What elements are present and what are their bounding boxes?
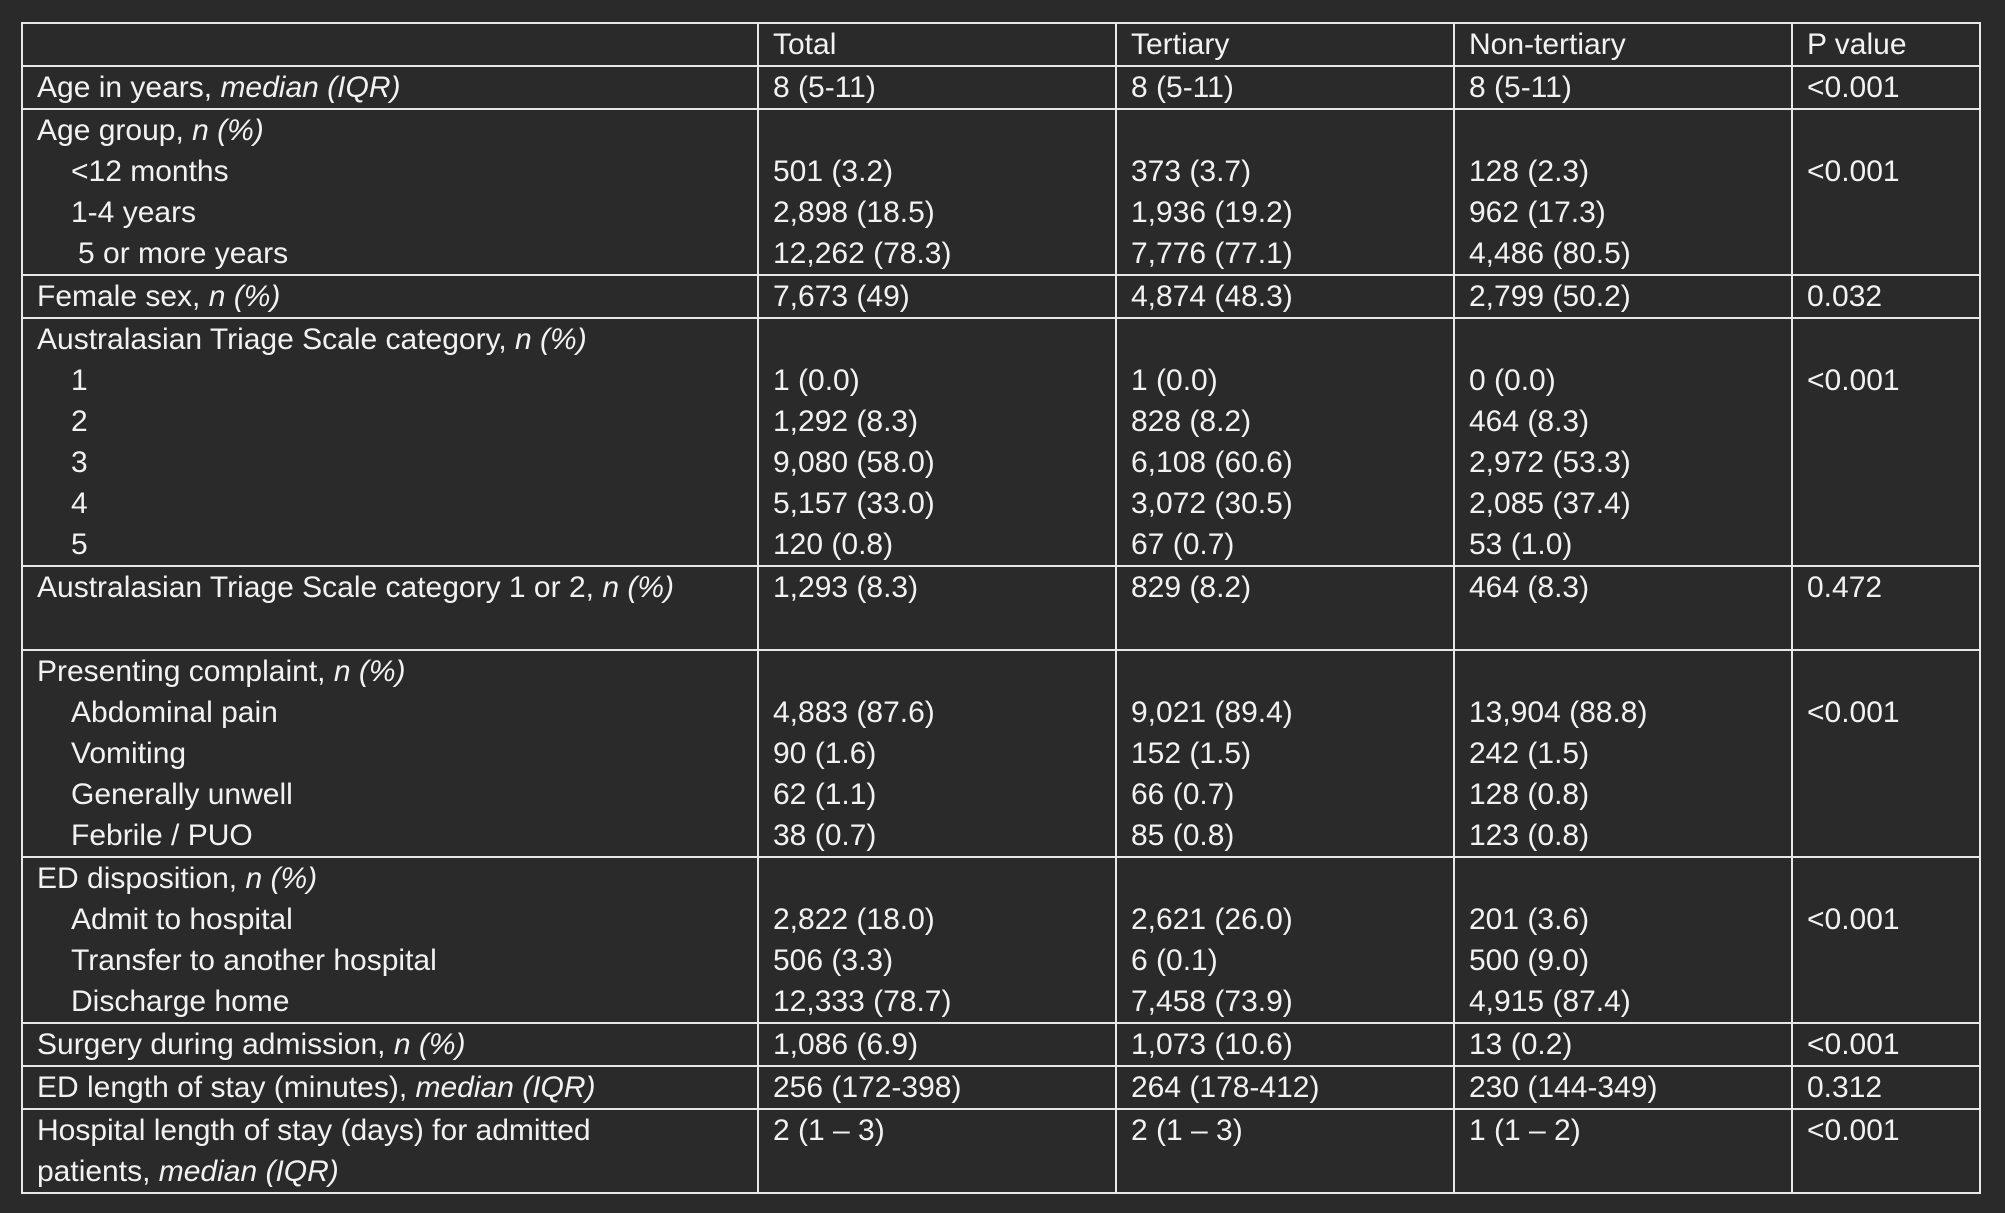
cell-p-value: <0.001: [1792, 1109, 1980, 1193]
cell-p-value: [1792, 650, 1980, 857]
cell-tertiary: [1116, 318, 1454, 566]
value: 464 (8.3): [1469, 405, 1590, 438]
cell-tertiary: 829 (8.2): [1116, 566, 1454, 650]
value: 1 (0.0): [773, 364, 860, 397]
cell-total: 1,293 (8.3): [758, 566, 1116, 650]
value: 90 (1.6): [773, 737, 877, 770]
label-text: ED length of stay (minutes),: [37, 1071, 416, 1104]
cell-non-tertiary: 2,799 (50.2): [1454, 275, 1792, 318]
header-row: [22, 23, 1980, 66]
value: 7,458 (73.9): [1131, 985, 1293, 1018]
header-p-value: P value: [1792, 23, 1980, 66]
cell-p-value: <0.001: [1792, 1023, 1980, 1066]
label-unit: n (%): [208, 280, 281, 313]
sublabel: Admit to hospital: [71, 903, 293, 936]
cell-p-value: 0.032: [1792, 275, 1980, 318]
baseline-characteristics-table: [21, 22, 1981, 1194]
value: 4,883 (87.6): [773, 696, 935, 729]
value: <0.001: [1807, 155, 1900, 188]
row-label: [22, 275, 758, 318]
sublabel: 1-4 years: [71, 196, 197, 229]
value: 1,936 (19.2): [1131, 196, 1293, 229]
value: 6,108 (60.6): [1131, 446, 1293, 479]
value: 9,080 (58.0): [773, 446, 935, 479]
label-text: Presenting complaint,: [37, 655, 334, 688]
value: 6 (0.1): [1131, 944, 1218, 977]
cell-tertiary: 8 (5-11): [1116, 66, 1454, 109]
sublabel: 4: [71, 487, 88, 520]
label-text: Female sex,: [37, 280, 209, 313]
cell-tertiary: 264 (178-412): [1116, 1066, 1454, 1109]
cell-total: [758, 109, 1116, 275]
row-ed-length-of-stay: [22, 1066, 1980, 1109]
cell-total: [758, 318, 1116, 566]
row-age-group: [22, 109, 1980, 275]
sublabel: 5 or more years: [78, 237, 289, 270]
sublabel: 5: [71, 528, 88, 561]
value: 3,072 (30.5): [1131, 487, 1293, 520]
row-label: [22, 650, 758, 857]
label-unit: median (IQR): [415, 1071, 596, 1104]
row-hospital-length-of-stay: [22, 1109, 1980, 1193]
cell-non-tertiary: 1 (1 – 2): [1454, 1109, 1792, 1193]
cell-non-tertiary: [1454, 318, 1792, 566]
value: 53 (1.0): [1469, 528, 1573, 561]
value: 67 (0.7): [1131, 528, 1235, 561]
cell-tertiary: [1116, 857, 1454, 1023]
value: 373 (3.7): [1131, 155, 1252, 188]
sublabel: Generally unwell: [71, 778, 293, 811]
label-unit: n (%): [393, 1028, 466, 1061]
row-label: [22, 857, 758, 1023]
cell-total: [758, 857, 1116, 1023]
cell-total: 8 (5-11): [758, 66, 1116, 109]
label-unit: n (%): [515, 323, 587, 356]
header-non-tertiary: Non-tertiary: [1454, 23, 1792, 66]
cell-tertiary: 4,874 (48.3): [1116, 275, 1454, 318]
label-text: ED disposition,: [37, 862, 246, 895]
value: 501 (3.2): [773, 155, 894, 188]
sublabel: Abdominal pain: [71, 696, 278, 729]
sublabel: Vomiting: [71, 737, 187, 770]
cell-non-tertiary: 13 (0.2): [1454, 1023, 1792, 1066]
row-label: [22, 566, 758, 650]
value: 12,333 (78.7): [773, 985, 952, 1018]
cell-non-tertiary: [1454, 109, 1792, 275]
value: 12,262 (78.3): [773, 237, 952, 270]
cell-non-tertiary: [1454, 650, 1792, 857]
cell-total: 1,086 (6.9): [758, 1023, 1116, 1066]
value: 4,486 (80.5): [1469, 237, 1631, 270]
cell-non-tertiary: 464 (8.3): [1454, 566, 1792, 650]
value: 962 (17.3): [1469, 196, 1606, 229]
value: 500 (9.0): [1469, 944, 1590, 977]
cell-tertiary: 2 (1 – 3): [1116, 1109, 1454, 1193]
label-text-2: patients,: [37, 1155, 159, 1188]
cell-non-tertiary: 230 (144-349): [1454, 1066, 1792, 1109]
value: 1,292 (8.3): [773, 405, 919, 438]
value: 38 (0.7): [773, 819, 877, 852]
value: 2,822 (18.0): [773, 903, 935, 936]
value: 2,085 (37.4): [1469, 487, 1631, 520]
row-surgery: [22, 1023, 1980, 1066]
label-text: Age in years,: [37, 71, 221, 104]
cell-total: 2 (1 – 3): [758, 1109, 1116, 1193]
row-label: [22, 318, 758, 566]
row-age: [22, 66, 1980, 109]
value: 2,898 (18.5): [773, 196, 935, 229]
value: 828 (8.2): [1131, 405, 1252, 438]
label-unit: median (IQR): [220, 71, 401, 104]
label-text: Surgery during admission,: [37, 1028, 394, 1061]
label-text: Australasian Triage Scale category,: [37, 323, 516, 356]
cell-non-tertiary: [1454, 857, 1792, 1023]
value: 9,021 (89.4): [1131, 696, 1293, 729]
header-empty: [22, 23, 758, 66]
row-ed-disposition: [22, 857, 1980, 1023]
row-triage-1-or-2: [22, 566, 1980, 650]
cell-total: 7,673 (49): [758, 275, 1116, 318]
cell-total: [758, 650, 1116, 857]
cell-tertiary: [1116, 650, 1454, 857]
value: 13,904 (88.8): [1469, 696, 1648, 729]
cell-p-value: [1792, 109, 1980, 275]
row-label: [22, 109, 758, 275]
sublabel: 2: [71, 405, 88, 438]
cell-tertiary: 1,073 (10.6): [1116, 1023, 1454, 1066]
value: 1 (0.0): [1131, 364, 1218, 397]
value: <0.001: [1807, 364, 1900, 397]
value: 2,972 (53.3): [1469, 446, 1631, 479]
value: 0 (0.0): [1469, 364, 1556, 397]
label-text: Hospital length of stay (days) for admitted: [37, 1114, 591, 1147]
cell-p-value: 0.312: [1792, 1066, 1980, 1109]
cell-p-value: <0.001: [1792, 66, 1980, 109]
value: 242 (1.5): [1469, 737, 1590, 770]
value: 62 (1.1): [773, 778, 877, 811]
value: <0.001: [1807, 903, 1900, 936]
cell-p-value: [1792, 318, 1980, 566]
value: 85 (0.8): [1131, 819, 1235, 852]
label-unit: n (%): [602, 571, 674, 604]
value: <0.001: [1807, 696, 1900, 729]
row-label: [22, 1023, 758, 1066]
label-text: Australasian Triage Scale category 1 or 2,: [37, 571, 603, 604]
cell-p-value: [1792, 857, 1980, 1023]
value: 2,621 (26.0): [1131, 903, 1293, 936]
cell-total: 256 (172-398): [758, 1066, 1116, 1109]
row-label: [22, 1109, 758, 1193]
value: 120 (0.8): [773, 528, 894, 561]
cell-non-tertiary: 8 (5-11): [1454, 66, 1792, 109]
cell-p-value: 0.472: [1792, 566, 1980, 650]
row-female-sex: [22, 275, 1980, 318]
sublabel: Discharge home: [71, 985, 290, 1018]
value: 4,915 (87.4): [1469, 985, 1631, 1018]
sublabel: 1: [71, 364, 88, 397]
label-text: Age group,: [37, 114, 193, 147]
value: 128 (2.3): [1469, 155, 1590, 188]
sublabel: Transfer to another hospital: [71, 944, 437, 977]
header-total: Total: [758, 23, 1116, 66]
value: 128 (0.8): [1469, 778, 1590, 811]
cell-tertiary: [1116, 109, 1454, 275]
sublabel: <12 months: [71, 155, 229, 188]
value: 506 (3.3): [773, 944, 894, 977]
value: 123 (0.8): [1469, 819, 1590, 852]
value: 152 (1.5): [1131, 737, 1252, 770]
row-label: [22, 1066, 758, 1109]
label-unit: median (IQR): [158, 1155, 339, 1188]
row-triage-category: [22, 318, 1980, 566]
sublabel: Febrile / PUO: [71, 819, 253, 852]
row-presenting-complaint: [22, 650, 1980, 857]
value: 5,157 (33.0): [773, 487, 935, 520]
value: 7,776 (77.1): [1131, 237, 1293, 270]
sublabel: 3: [71, 446, 88, 479]
value: 201 (3.6): [1469, 903, 1590, 936]
label-unit: n (%): [333, 655, 406, 688]
value: 66 (0.7): [1131, 778, 1235, 811]
row-label: [22, 66, 758, 109]
label-unit: n (%): [192, 114, 264, 147]
label-unit: n (%): [245, 862, 318, 895]
header-tertiary: Tertiary: [1116, 23, 1454, 66]
